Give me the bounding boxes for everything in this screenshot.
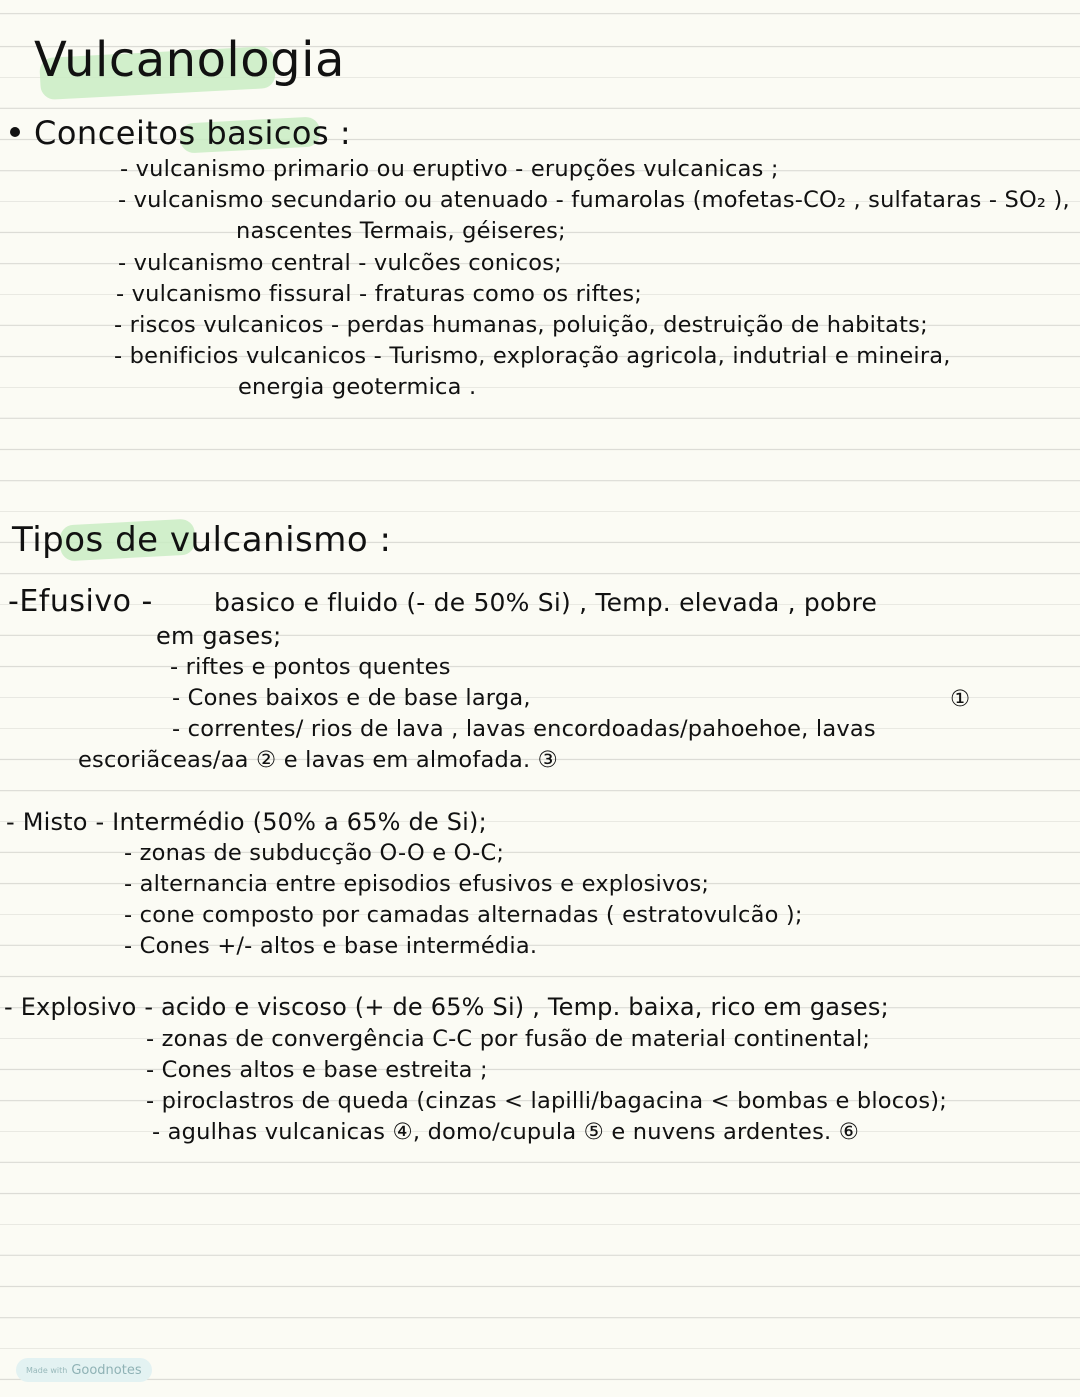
- conceitos-line: energia geotermica .: [238, 374, 477, 400]
- conceitos-heading-text: Conceitos basicos :: [34, 114, 352, 152]
- misto-line: - alternancia entre episodios efusivos e explosivos;: [124, 871, 710, 897]
- misto-line: - cone composto por camadas alternadas ( estratovulcão );: [124, 902, 803, 928]
- goodnotes-logo: Goodnotes: [71, 1362, 142, 1378]
- conceitos-line: - vulcanismo fissural - fraturas como os riftes;: [116, 281, 643, 307]
- conceitos-line: - riscos vulcanicos - perdas humanas, poluição, destruição de habitats;: [114, 312, 928, 338]
- explosivo-line: - Explosivo - acido e viscoso (+ de 65% Si) , Temp. baixa, rico em gases;: [4, 993, 889, 1021]
- conceitos-line: - vulcanismo primario ou eruptivo - erupções vulcanicas ;: [120, 156, 779, 182]
- efusivo-line: basico e fluido (- de 50% Si) , Temp. elevada , pobre: [214, 588, 878, 617]
- misto-line: - zonas de subducção O-O e O-C;: [124, 840, 505, 866]
- explosivo-line: - zonas de convergência C-C por fusão de material continental;: [146, 1026, 871, 1052]
- conceitos-line: - vulcanismo secundario ou atenuado - fumarolas (mofetas-CO₂ , sulfataras - SO₂ ),: [118, 187, 1070, 213]
- goodnotes-badge: [16, 1358, 152, 1382]
- efusivo-note-marker: ①: [950, 686, 971, 712]
- misto-line: - Misto - Intermédio (50% a 65% de Si);: [6, 808, 487, 836]
- section-heading-tipos: Tipos de vulcanismo :: [12, 520, 392, 560]
- explosivo-line: - Cones altos e base estreita ;: [146, 1057, 488, 1083]
- efusivo-line: - riftes e pontos quentes: [170, 654, 451, 680]
- efusivo-line: escoriãceas/aa ② e lavas em almofada. ③: [78, 747, 559, 773]
- bullet-dot: [10, 127, 20, 137]
- efusivo-line: - Cones baixos e de base larga,: [172, 685, 531, 711]
- misto-line: - Cones +/- altos e base intermédia.: [124, 933, 538, 959]
- efusivo-label: -Efusivo -: [8, 584, 153, 619]
- section-heading-conceitos: [10, 114, 351, 152]
- page-title: Vulcanologia: [34, 32, 345, 88]
- conceitos-line: nascentes Termais, géiseres;: [236, 218, 566, 244]
- explosivo-line: - agulhas vulcanicas ④, domo/cupula ⑤ e nuvens ardentes. ⑥: [152, 1119, 860, 1145]
- efusivo-line: - correntes/ rios de lava , lavas encordoadas/pahoehoe, lavas: [172, 716, 876, 742]
- efusivo-line: em gases;: [156, 622, 282, 650]
- made-with-text: Made with: [26, 1365, 68, 1375]
- explosivo-line: - piroclastros de queda (cinzas < lapilli/bagacina < bombas e blocos);: [146, 1088, 947, 1114]
- conceitos-line: - vulcanismo central - vulcões conicos;: [118, 250, 562, 276]
- conceitos-line: - benificios vulcanicos - Turismo, exploração agricola, indutrial e mineira,: [114, 343, 951, 369]
